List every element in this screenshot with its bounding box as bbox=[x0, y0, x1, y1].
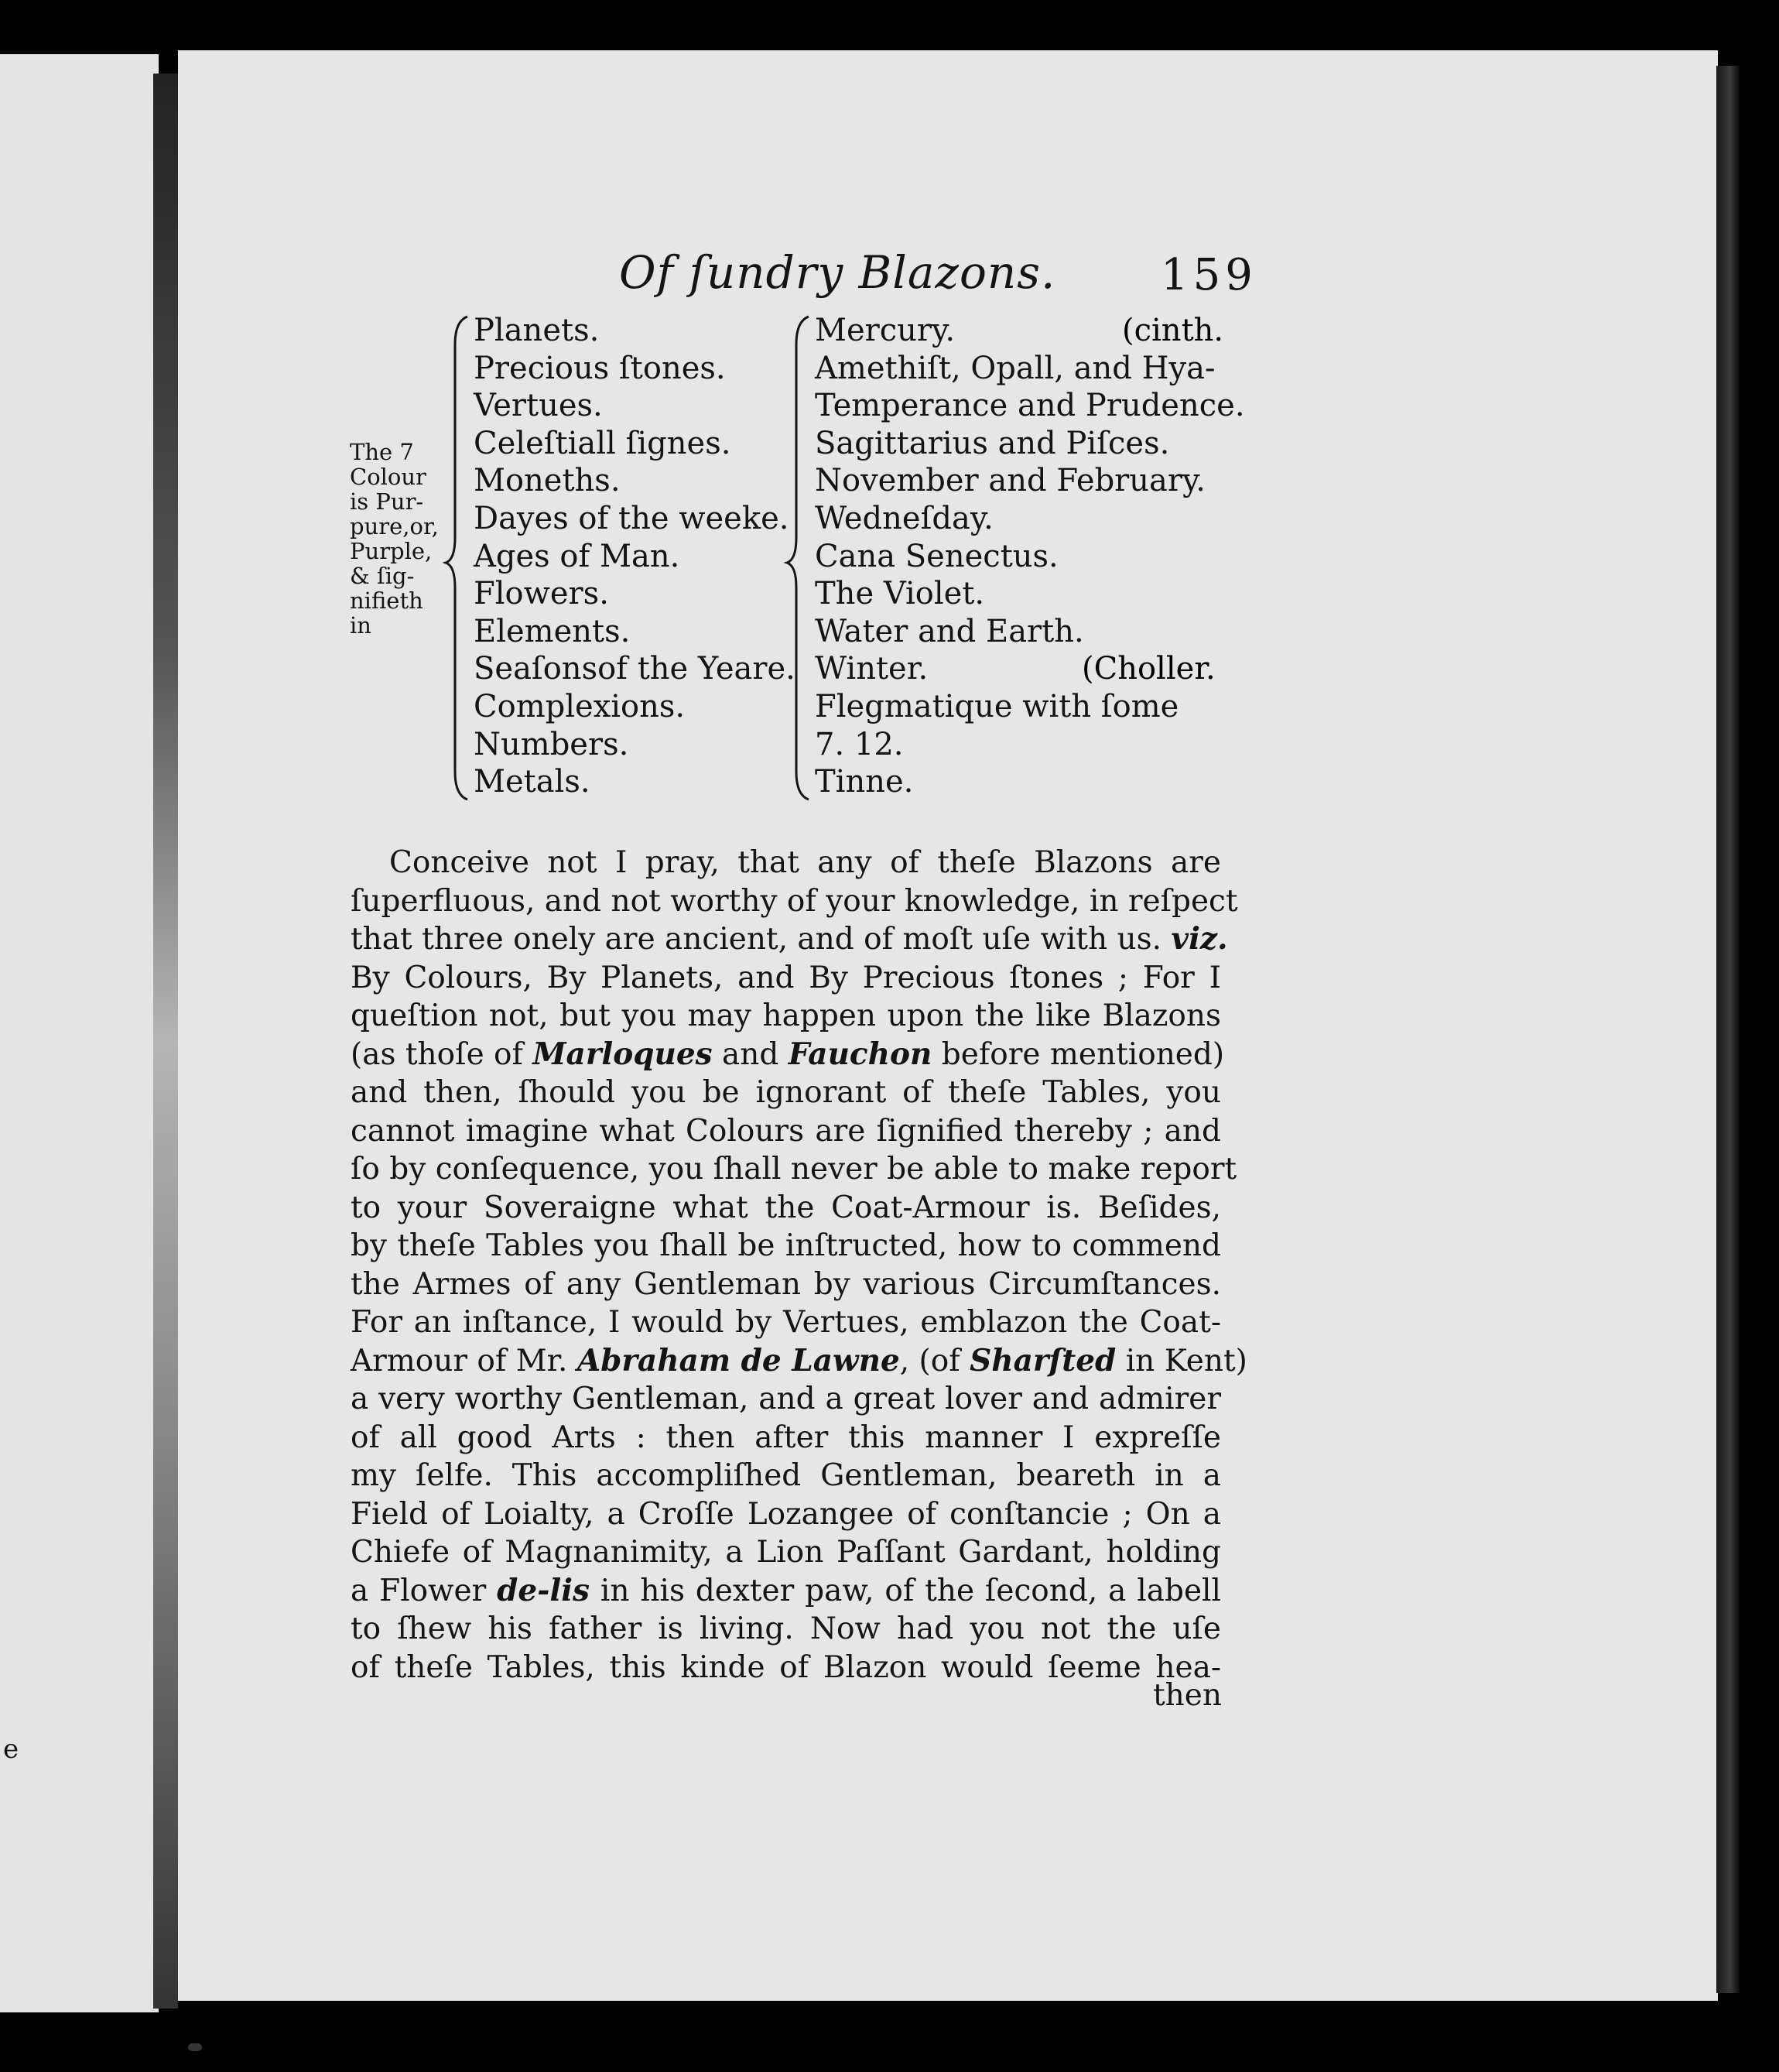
book-gutter bbox=[153, 74, 178, 2009]
table-category: Complexions. bbox=[474, 688, 686, 724]
body-line: my ſelfe. This accompliſhed Gentleman, beareth in a bbox=[351, 1458, 1221, 1493]
body-line: to ſhew his father is living. Now had you not the uſe bbox=[351, 1611, 1221, 1646]
body-line: By Colours, By Planets, and By Precious ſtones ; For I bbox=[351, 960, 1221, 995]
table-category: Celeſtiall ſignes. bbox=[474, 425, 731, 461]
table-value: Mercury. bbox=[815, 313, 956, 348]
table-value: November and February. bbox=[815, 463, 1206, 499]
body-line: Armour of Mr. Abraham de Lawne, (of Sharſted in Kent) bbox=[351, 1342, 1247, 1378]
table-values bbox=[815, 312, 1245, 801]
body-line: by theſe Tables you ſhall be inſtructed, how to commend bbox=[351, 1228, 1221, 1263]
turnover-choller: (Choller. bbox=[1082, 651, 1216, 687]
body-line: ſuperfluous, and not worthy of your knowledge, in reſpect bbox=[351, 883, 1238, 919]
body-paragraph bbox=[351, 844, 1247, 1687]
body-line: the Armes of any Gentleman by various Circumſtances. bbox=[351, 1266, 1221, 1302]
table-category: Precious ſtones. bbox=[474, 350, 726, 386]
body-line: Conceive not I pray, that any of theſe Blazons are bbox=[389, 845, 1221, 880]
body-line: and then, ſhould you be ignorant of theſe Tables, you bbox=[351, 1075, 1221, 1110]
table-categories bbox=[474, 312, 795, 801]
table-category: Moneths. bbox=[474, 463, 621, 499]
table-value: Winter. bbox=[815, 651, 929, 687]
word-de-lis: de-lis bbox=[497, 1572, 590, 1608]
facing-page-letter: e bbox=[3, 1734, 19, 1765]
table-value: Water and Earth. bbox=[815, 613, 1084, 649]
running-head: Of ſundry Blazons. bbox=[619, 246, 1056, 299]
table-category: Seaſonsof the Yeare. bbox=[474, 651, 795, 687]
turnover-cinth: (cinth. bbox=[1122, 313, 1224, 348]
body-line: Field of Loialty, a Croſſe Lozangee of conſtancie ; On a bbox=[351, 1496, 1221, 1532]
table-category: Elements. bbox=[474, 613, 631, 649]
name-fauchon: Fauchon bbox=[788, 1036, 932, 1072]
table-category: Dayes of the weeke. bbox=[474, 500, 789, 536]
body-line: For an inſtance, I would by Vertues, emblazon the Coat- bbox=[351, 1305, 1221, 1340]
margin-note bbox=[350, 440, 439, 638]
body-line: Chiefe of Magnanimity, a Lion Paſſant Gardant, holding bbox=[351, 1535, 1221, 1570]
facing-page-edge bbox=[0, 54, 159, 2012]
margin-note-line: is Pur- bbox=[350, 488, 424, 515]
table-category: Ages of Man. bbox=[474, 538, 680, 574]
name-marloques: Marloques bbox=[532, 1036, 713, 1072]
table-value: Tinne. bbox=[815, 764, 914, 800]
table-value: Sagittarius and Piſces. bbox=[815, 425, 1170, 461]
margin-note-line: pure,or, bbox=[350, 513, 439, 539]
table-value: Cana Senectus. bbox=[815, 538, 1059, 574]
page-edge bbox=[1716, 66, 1740, 1993]
table-value: Flegmatique with ſome bbox=[815, 688, 1179, 724]
body-line: that three onely are ancient, and of moſt uſe with us. viz. bbox=[351, 921, 1228, 957]
table-value: Temperance and Prudence. bbox=[815, 388, 1245, 424]
table-category: Vertues. bbox=[474, 388, 603, 424]
viz-word: viz. bbox=[1171, 921, 1228, 957]
body-line: a Flower de-lis in his dexter paw, of the ſecond, a labell bbox=[351, 1572, 1221, 1608]
body-line: of theſe Tables, this kinde of Blazon would ſeeme hea- bbox=[351, 1649, 1221, 1685]
margin-note-line: & ſig- bbox=[350, 563, 415, 589]
page-number: 159 bbox=[1161, 250, 1257, 300]
body-line: of all good Arts : then after this manner I expreſſe bbox=[351, 1420, 1221, 1455]
body-line: a very worthy Gentleman, and a great lover and admirer bbox=[351, 1382, 1221, 1416]
body-line: cannot imagine what Colours are ſignified thereby ; and bbox=[351, 1113, 1221, 1149]
table-value: The Violet. bbox=[815, 576, 985, 612]
table-category: Flowers. bbox=[474, 576, 609, 612]
place-sharsted: Sharſted bbox=[970, 1342, 1117, 1378]
table-value: Wedneſday. bbox=[815, 500, 994, 536]
margin-note-line: Purple, bbox=[350, 538, 433, 564]
table-category: Numbers. bbox=[474, 726, 629, 762]
name-de-lawne: Abraham de Lawne bbox=[576, 1342, 900, 1378]
margin-note-line: nifieth bbox=[350, 587, 423, 614]
ink-smudge bbox=[188, 2043, 202, 2051]
body-line: (as thoſe of Marloques and Fauchon before mentioned) bbox=[351, 1036, 1225, 1072]
margin-note-line: Colour bbox=[350, 464, 426, 490]
left-brace bbox=[443, 313, 474, 801]
table-category: Planets. bbox=[474, 313, 600, 348]
margin-note-line: The 7 bbox=[350, 439, 414, 465]
margin-note-line: in bbox=[350, 612, 371, 639]
table-value: Amethiſt, Opall, and Hya- bbox=[815, 350, 1216, 386]
body-line: queſtion not, but you may happen upon the like Blazons bbox=[351, 998, 1221, 1033]
body-line: to your Soveraigne what the Coat-Armour is. Beſides, bbox=[351, 1190, 1221, 1225]
table-category: Metals. bbox=[474, 764, 590, 800]
body-line: ſo by conſequence, you ſhall never be able to make report bbox=[351, 1152, 1237, 1187]
table-value: 7. 12. bbox=[815, 726, 904, 762]
catchword: then bbox=[1153, 1678, 1222, 1713]
